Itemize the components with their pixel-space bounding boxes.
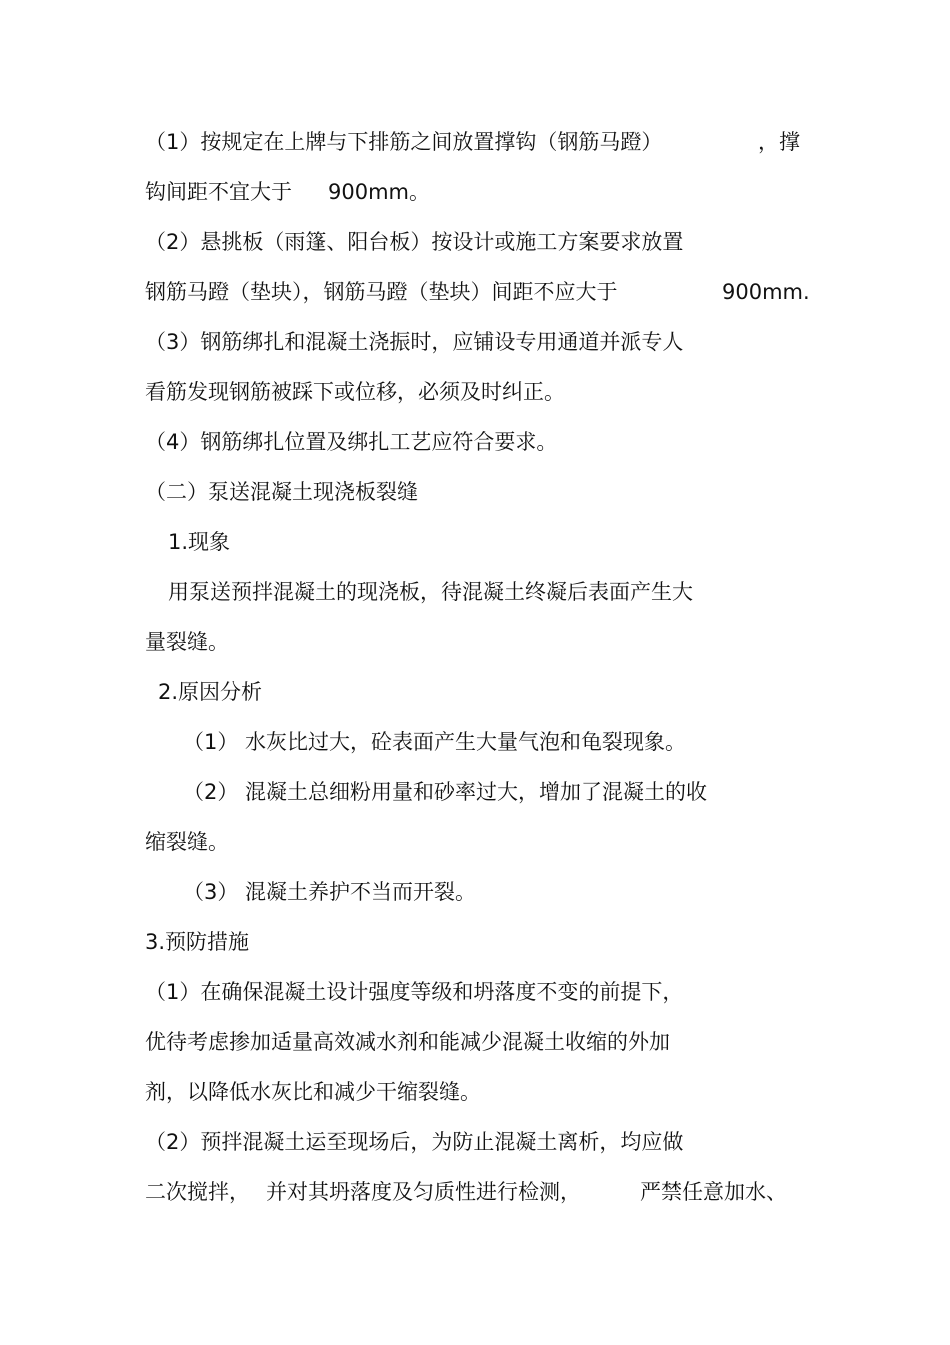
text-segment: 钩间距不宜大于 [145, 180, 292, 204]
text-segment: 3.预防措施 [145, 930, 250, 954]
text-segment: 优待考虑掺加适量高效减水剂和能减少混凝土收缩的外加 [145, 1030, 670, 1054]
text-segment: 用泵送预拌混凝土的现浇板，待混凝土终凝后表面产生大 [168, 580, 693, 604]
text-segment: （2）悬挑板（雨篷、阳台板）按设计或施工方案要求放置 [145, 230, 684, 254]
text-segment: （1）在确保混凝土设计强度等级和坍落度不变的前提下， [145, 980, 684, 1004]
text-segment: 二次搅拌， [145, 1180, 250, 1204]
text-segment: （2）预拌混凝土运至现场后，为防止混凝土离析，均应做 [145, 1130, 684, 1154]
text-segment: （3）钢筋绑扎和混凝土浇振时，应铺设专用通道并派专人 [145, 330, 684, 354]
text-segment: 缩裂缝。 [145, 830, 229, 854]
text-segment: （4）钢筋绑扎位置及绑扎工艺应符合要求。 [145, 430, 558, 454]
text-segment: （3） [183, 880, 239, 904]
text-segment: 混凝土总细粉用量和砂率过大，增加了混凝土的收 [245, 780, 707, 804]
text-segment: 混凝土养护不当而开裂。 [245, 880, 476, 904]
text-segment: 900mm。 [328, 180, 430, 204]
text-segment: 并对其坍落度及匀质性进行检测， [266, 1180, 581, 1204]
text-segment: 水灰比过大，砼表面产生大量气泡和龟裂现象。 [245, 730, 686, 754]
text-segment: （1） [183, 730, 239, 754]
text-segment: 量裂缝。 [145, 630, 229, 654]
text-segment: 900mm. [722, 280, 810, 304]
text-segment: 2.原因分析 [158, 680, 263, 704]
text-segment: 钢筋马蹬（垫块），钢筋马蹬（垫块）间距不应大于 [145, 280, 618, 304]
text-segment: 看筋发现钢筋被踩下或位移，必须及时纠正。 [145, 380, 565, 404]
text-segment: （二）泵送混凝土现浇板裂缝 [145, 480, 418, 504]
text-segment: 严禁任意加水、 [640, 1180, 787, 1204]
text-segment: （2） [183, 780, 239, 804]
text-segment: ，撑 [758, 130, 800, 154]
text-segment: （1）按规定在上牌与下排筋之间放置撑钩（钢筋马蹬） [145, 130, 663, 154]
text-segment: 剂，以降低水灰比和减少干缩裂缝。 [145, 1080, 481, 1104]
text-segment: 1.现象 [168, 530, 231, 554]
